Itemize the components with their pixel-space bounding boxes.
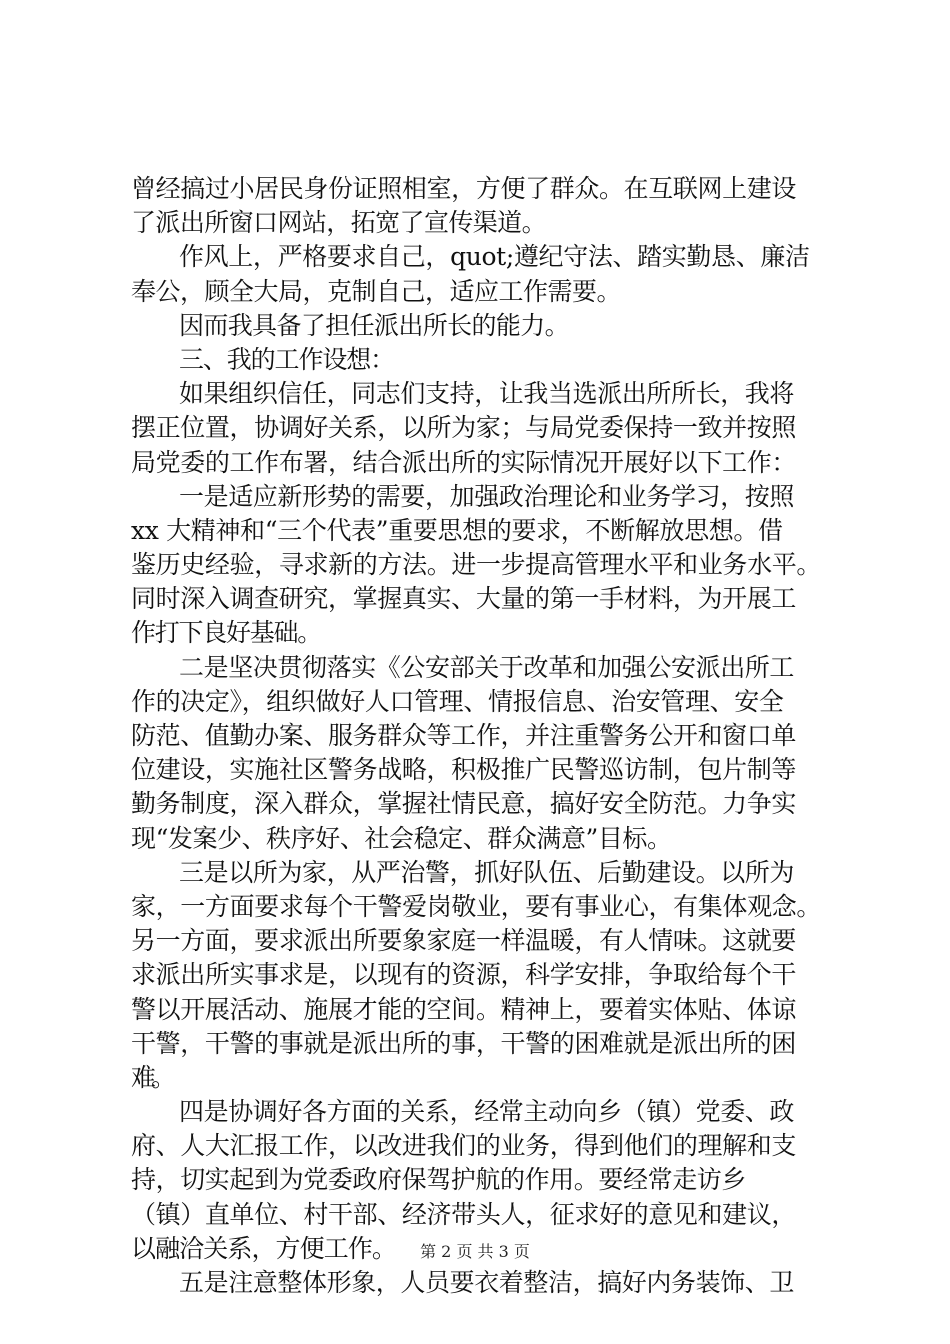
- text-line: 曾经搞过小居民身份证照相室，方便了群众。在互联网上建设: [131, 174, 797, 203]
- text-line: 同时深入调查研究，掌握真实、大量的第一手材料，为开展工: [131, 584, 797, 614]
- text-line: xx 大精神和“三个代表”重要思想的要求，不断解放思想。借: [131, 515, 783, 545]
- text-line: 奉公，顾全大局，克制自己，适应工作需要。: [131, 276, 622, 306]
- text-line: 二是坚决贯彻落实《公安部关于改革和加强公安派出所工: [179, 652, 795, 682]
- text-line: 摆正位置，协调好关系，以所为家；与局党委保持一致并按照: [131, 413, 797, 443]
- text-line: 家，一方面要求每个干警爱岗敬业，要有事业心，有集体观念。: [131, 891, 822, 921]
- text-line: 干警，干警的事就是派出所的事，干警的困难就是派出所的困: [131, 1028, 797, 1058]
- text-line: 因而我具备了担任派出所长的能力。: [179, 310, 570, 340]
- text-line: 作的决定》，组织做好人口管理、情报信息、治安管理、安全: [131, 686, 784, 716]
- text-line: 求派出所实事求是，以现有的资源，科学安排，争取给每个干: [131, 960, 797, 990]
- text-line: 以融洽关系，方便工作。: [131, 1233, 397, 1263]
- text-line: 现“发案少、秩序好、社会稳定、群众满意”目标。: [131, 823, 672, 853]
- text-line: 一是适应新形势的需要，加强政治理论和业务学习，按照: [179, 481, 795, 511]
- text-line: 作打下良好基础。: [131, 618, 322, 648]
- text-line: 局党委的工作布署，结合派出所的实际情况开展好以下工作：: [131, 447, 797, 477]
- text-line: 作风上，严格要求自己，quot;遵纪守法、踏实勤恳、廉洁: [179, 242, 810, 272]
- text-line: 另一方面，要求派出所要象家庭一样温暖，有人情味。这就要: [131, 926, 797, 956]
- document-body: [131, 172, 831, 1300]
- page-footer: 第 2 页 共 3 页: [420, 1242, 530, 1261]
- text-line: 府、人大汇报工作，以改进我们的业务，得到他们的理解和支: [131, 1131, 797, 1161]
- text-line: 位建设，实施社区警务战略，积极推广民警巡访制，包片制等: [131, 755, 797, 785]
- text-line: 警以开展活动、施展才能的空间。精神上，要着实体贴、体谅: [131, 994, 797, 1024]
- text-line: （镇）直单位、村干部、经济带头人，征求好的意见和建议，: [131, 1199, 797, 1229]
- text-line: 五是注意整体形象，人员要衣着整洁，搞好内务装饰、卫: [179, 1268, 795, 1297]
- text-line: 如果组织信任，同志们支持，让我当选派出所所长，我将: [179, 379, 795, 409]
- text-line: 鉴历史经验，寻求新的方法。进一步提高管理水平和业务水平。: [131, 550, 822, 580]
- text-line: 三、我的工作设想：: [179, 344, 395, 374]
- text-line: 防范、值勤办案、服务群众等工作，并注重警务公开和窗口单: [131, 721, 797, 750]
- text-line: 勤务制度，深入群众，掌握社情民意，搞好安全防范。力争实: [131, 789, 797, 819]
- text-line: 四是协调好各方面的关系，经常主动向乡（镇）党委、政: [179, 1097, 795, 1127]
- text-line: 难。: [131, 1062, 172, 1092]
- text-line: 三是以所为家，从严治警，抓好队伍、后勤建设。以所为: [179, 857, 795, 887]
- text-line: 了派出所窗口网站，拓宽了宣传渠道。: [131, 208, 547, 238]
- text-line: 持，切实起到为党委政府保驾护航的作用。要经常走访乡: [131, 1165, 747, 1195]
